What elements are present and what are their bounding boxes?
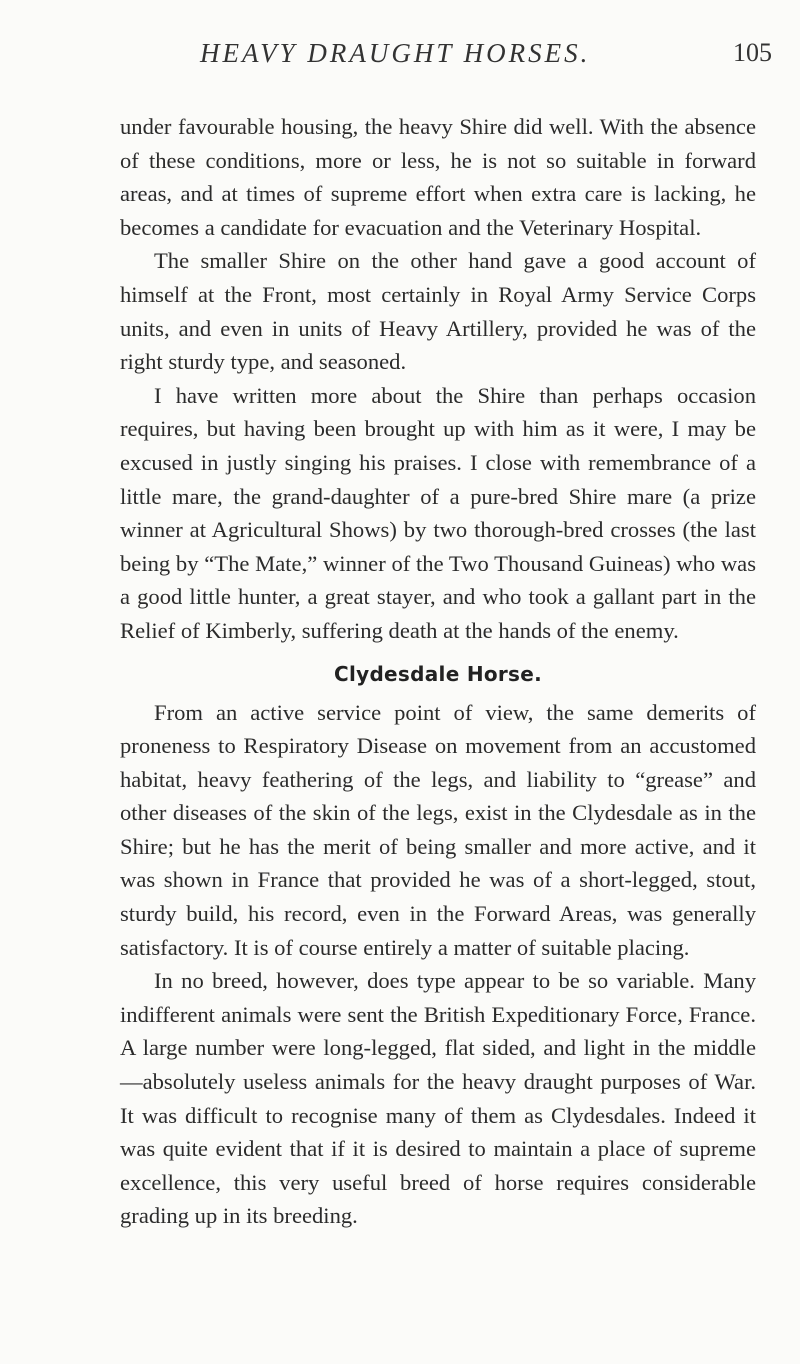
body-text: [120, 110, 756, 1233]
section-heading: Clydesdale Horse.: [333, 661, 543, 686]
paragraph: The smaller Shire on the other hand gave a good account of himself at the Front, most certainly in Royal Army Service Corps units, and even in units of Heavy Artillery, provided he was of the right sturdy type, and seasoned.: [120, 248, 756, 375]
paragraph-continuation: under favourable housing, the heavy Shire did well. With the absence of these conditions, more or less, he is not so suitable in forward areas, and at times of supreme effort when extra care is lacking, he becomes a candidate for evacuation and the Veterinary Hospital.: [120, 114, 756, 240]
running-head: [120, 38, 780, 78]
paragraph: From an active service point of view, the same demerits of proneness to Respiratory Disease on movement from an accustomed habitat, heavy feathering of the legs, and liability to “grease” and other diseases of the skin of the legs, exist in the Clydesdale as in the Shire; but he has the merit of being smaller and more active, and it was shown in France that provided he was of a short-legged, stout, sturdy build, his record, even in the Forward Areas, was generally satisfactory. It is of course entirely a matter of suitable placing.: [120, 699, 756, 960]
paragraph: I have written more about the Shire than perhaps occasion requires, but having been brought up with him as it were, I may be excused in justly singing his praises. I close with remembrance of a little mare, the grand-daughter of a pure-bred Shire mare (a prize winner at Agricultural Shows) by two thorough-bred crosses (the last being by “The Mate,” winner of the Two Thousand Guineas) who was a good little hunter, a great stayer, and who took a gallant part in the Relief of Kimberly, suffering death at the hands of the enemy.: [120, 382, 756, 643]
paragraph: In no breed, however, does type appear to be so variable. Many indifferent animals were sent the British Expeditionary Force, France. A large number were long-legged, flat sided, and light in the middle—absolutely useless animals for the heavy draught purposes of War. It was difficult to recognise many of them as Clydesdales. Indeed it was quite evident that if it is desired to maintain a place of supreme excellence, this very useful breed of horse requires considerable grading up in its breeding.: [120, 968, 756, 1229]
page-number: 105: [733, 38, 772, 67]
running-title: HEAVY DRAUGHT HORSES.: [200, 38, 591, 68]
